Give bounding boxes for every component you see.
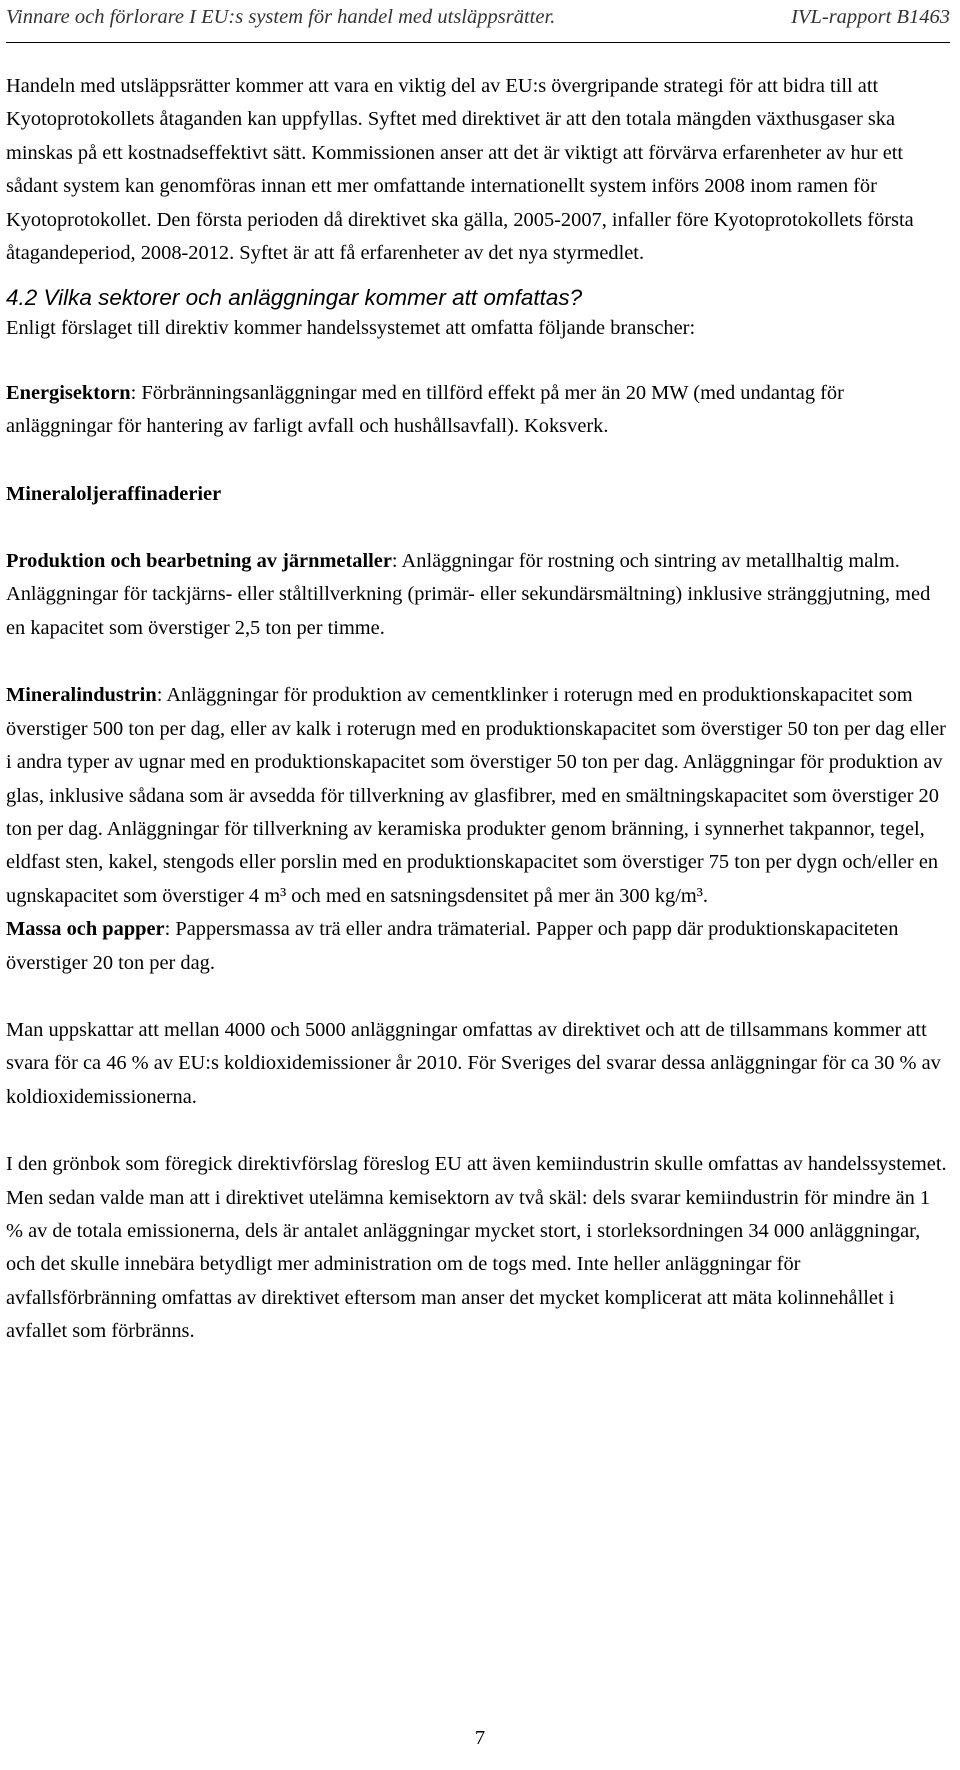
mineral-industry-paragraph (6, 679, 948, 913)
energy-sector-text: : Förbränningsanläggningar med en tillförd effekt på mer än 20 MW (med undantag för anläggningar för hantering av farligt avfall och hushållsavfall). Koksverk. (6, 381, 844, 438)
pulp-paper-label: Massa och papper (6, 918, 165, 941)
pulp-paper-paragraph (6, 913, 948, 980)
page-number: 7 (474, 1727, 486, 1749)
mineral-industry-label: Mineralindustrin (6, 684, 157, 707)
greenbook-paragraph: I den grönbok som föregick direktivförslag föreslog EU att även kemiindustrin skulle omfattas av handelssystemet. Men sedan valde man att i direktivet utelämna kemisektorn av två skäl: dels svarar kemiindustrin för mindre än 1 % av de totala emissionerna, dels är antalet anläggningar mycket stort, i storleksordningen 34 000 anläggningar, och det skulle innebära betydligt mer administration om de togs med. Inte heller anläggningar för avfallsförbränning omfattas av direktivet eftersom man anser det mycket komplicerat att mäta kolinnehållet i avfallet som förbränns. (6, 1153, 947, 1343)
intro-paragraph: Handeln med utsläppsrätter kommer att vara en viktig del av EU:s övergripande strategi för att bidra till att Kyotoprotokollets åtaganden kan uppfyllas. Syftet med direktivet är att den totala mängden växthusgaser ska minskas på ett kostnadseffektivt sätt. Kommissionen anser att det är viktigt att förvärva erfarenheter av hur ett sådant system kan genomföras innan ett mer omfattande internationellt system införs 2008 inom ramen för Kyotoprotokollet. Den första perioden då direktivet ska gälla, 2005-2007, infaller före Kyotoprotokollets första åtagandeperiod, 2008-2012. Syftet är att få erfarenheter av det nya styrmedlet. (6, 75, 914, 265)
header-report-id: IVL-rapport B1463 (791, 6, 950, 28)
section-heading: 4.2 Vilka sektorer och anläggningar kommer att omfattas? (6, 285, 583, 311)
section-intro: Enligt förslaget till direktiv kommer handelssystemet att omfatta följande branscher: (6, 317, 696, 340)
mineral-oil-paragraph (6, 478, 948, 511)
energy-sector-paragraph (6, 377, 948, 444)
iron-metals-paragraph (6, 545, 948, 645)
page-header (6, 2, 950, 43)
iron-metals-text: : Anläggningar för rostning och sintring av metallhaltig malm. Anläggningar för tackjärns- eller ståltillverkning (primär- eller sekundärsmältning) inklusive stränggjutning, med en kapacitet som överstiger 2,5 ton per timme. (6, 550, 931, 639)
energy-sector-label: Energisektorn (6, 381, 131, 404)
header-title: Vinnare och förlorare I EU:s system för handel med utsläppsrätter. (6, 6, 556, 28)
mineral-industry-text: : Anläggningar för produktion av cementklinker i roterugn med en produktionskapacitet som överstiger 500 ton per dag, eller av kalk i roterugn med en produktionskapacitet som överstiger 50 ton per dag eller i andra typer av ugnar med en produktionskapacitet som överstiger 50 ton per dag. Anläggningar för produktion av glas, inklusive sådana som är avsedda för tillverkning av glasfibrer, med en smältningskapacitet som överstiger 20 ton per dag. Anläggningar för tillverkning av keramiska produkter genom bränning, i synnerhet takpannor, tegel, eldfast sten, kakel, stengods eller porslin med en produktionskapacitet som överstiger 75 ton per dygn och/eller en ugnskapacitet som överstiger 4 m³ och med en satsningsdensitet på mer än 300 kg/m³. (6, 684, 946, 907)
estimate-paragraph: Man uppskattar att mellan 4000 och 5000 anläggningar omfattas av direktivet och att de tillsammans kommer att svara för ca 46 % av EU:s koldioxidemissioner år 2010. För Sveriges del svarar dessa anläggningar för ca 30 % av koldioxidemissionerna. (6, 1018, 941, 1108)
iron-metals-label: Produktion och bearbetning av järnmetaller (6, 550, 392, 573)
mineral-oil-label: Mineraloljeraffinaderier (6, 482, 222, 505)
page-content (6, 70, 948, 1349)
pulp-paper-text: : Pappersmassa av trä eller andra trämaterial. Papper och papp där produktionskapaciteten överstiger 20 ton per dag. (6, 918, 899, 974)
